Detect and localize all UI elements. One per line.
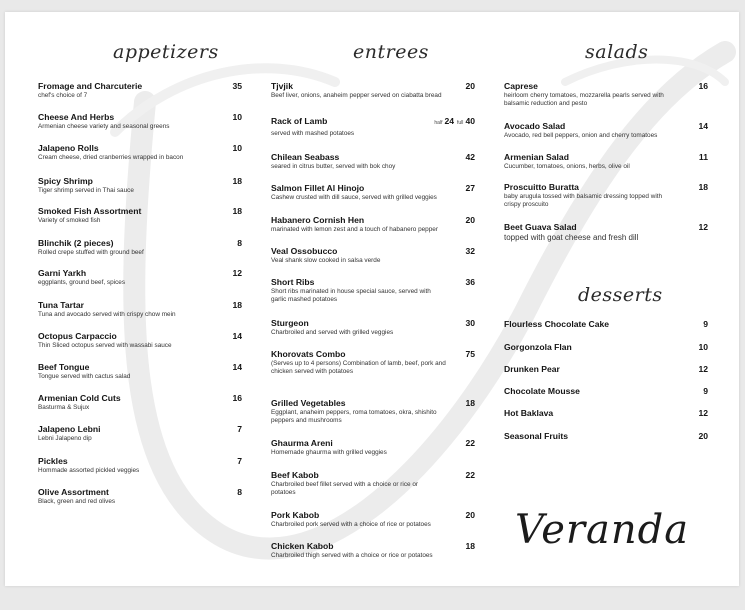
- item-price: 20: [698, 431, 708, 441]
- item-name: Garni Yarkh: [38, 268, 87, 278]
- dessert-item: [504, 342, 708, 352]
- item-desc: Cream cheese, dried cranberries wrapped in bacon: [38, 154, 184, 161]
- menu-item: [38, 176, 242, 195]
- item-price: 16: [698, 81, 708, 91]
- item-name: Ghaurma Areni: [271, 438, 333, 448]
- item-price: 8: [237, 238, 242, 248]
- menu-item: [38, 362, 242, 381]
- item-price: 22: [465, 470, 475, 480]
- item-name: Pickles: [38, 456, 68, 466]
- item-name: Veal Ossobucco: [271, 246, 338, 256]
- item-desc: (Serves up to 4 persons) Combination of lamb, beef, pork and chicken served with potatoes: [271, 360, 446, 375]
- item-desc: Lebni Jalapeno dip: [38, 435, 92, 442]
- menu-item: [271, 541, 475, 560]
- menu-item: [504, 152, 708, 171]
- menu-item: [271, 398, 475, 425]
- item-desc: Charbroiled thigh served with a choice or rice or potatoes: [271, 552, 433, 559]
- menu-item: [271, 81, 475, 100]
- item-price: 10: [232, 112, 242, 122]
- item-desc: Tuna and avocado served with crispy chow mein: [38, 311, 176, 318]
- dessert-item: [504, 431, 708, 441]
- item-desc: Veal shank slow cooked in salsa verde: [271, 257, 381, 264]
- item-price: 8: [237, 487, 242, 497]
- menu-item: [38, 238, 242, 257]
- dessert-item: [504, 408, 708, 418]
- item-desc: Short ribs marinated in house special sauce, served with garlic mashed potatoes: [271, 288, 431, 303]
- item-desc: Charbroiled pork served with a choice of rice or potatoes: [271, 521, 431, 528]
- item-name: Sturgeon: [271, 318, 309, 328]
- item-price: 12: [698, 408, 708, 418]
- heading-desserts: desserts: [578, 284, 663, 306]
- item-name: Chilean Seabass: [271, 152, 340, 162]
- item-desc: chef's choice of 7: [38, 92, 88, 99]
- item-name: Blinchik (2 pieces): [38, 238, 114, 248]
- item-price: 42: [465, 152, 475, 162]
- menu-item: [271, 277, 475, 304]
- half-price: 24: [444, 116, 455, 126]
- menu-item: [504, 121, 708, 140]
- item-name: Pork Kabob: [271, 510, 320, 520]
- item-name: Gorgonzola Flan: [504, 342, 572, 352]
- full-price: 40: [465, 116, 475, 126]
- item-price: 18: [698, 182, 708, 192]
- item-desc: Beef liver, onions, anaheim pepper served on ciabatta bread: [271, 92, 442, 99]
- item-name: Rack of Lamb: [271, 116, 328, 126]
- menu-item: [271, 349, 475, 376]
- item-desc: Charbroiled beef fillet served with a choice or rice or potatoes: [271, 481, 419, 496]
- item-name: Armenian Cold Cuts: [38, 393, 121, 403]
- item-name: Olive Assortment: [38, 487, 109, 497]
- item-name: Habanero Cornish Hen: [271, 215, 365, 225]
- menu-item: [271, 183, 475, 202]
- item-name: Armenian Salad: [504, 152, 569, 162]
- item-desc: baby arugula tossed with balsamic dressing topped with crispy proscuito: [504, 193, 663, 208]
- menu-item: [271, 111, 475, 138]
- menu-item: [504, 222, 708, 242]
- menu-item: [504, 182, 708, 209]
- dessert-item: [504, 319, 708, 329]
- item-desc: Hommade assorted pickled veggies: [38, 467, 140, 474]
- item-price: 18: [232, 176, 242, 186]
- item-desc: topped with goat cheese and fresh dill: [504, 233, 639, 242]
- item-name: Caprese: [504, 81, 538, 91]
- item-price: 12: [232, 268, 242, 278]
- item-price: 7: [237, 424, 242, 434]
- item-price: 14: [232, 362, 242, 372]
- item-name: Beef Tongue: [38, 362, 90, 372]
- item-price: 35: [232, 81, 242, 91]
- item-price: 30: [465, 318, 475, 328]
- item-desc: Rolled crepe stuffed with ground beef: [38, 249, 144, 256]
- dessert-item: [504, 386, 708, 396]
- menu-item: [271, 510, 475, 529]
- item-desc: Black, green and red olives: [38, 498, 116, 505]
- item-price: 9: [703, 386, 708, 396]
- item-price: 18: [465, 541, 475, 551]
- item-price: 75: [465, 349, 475, 359]
- item-price: 18: [232, 206, 242, 216]
- menu-item: [271, 470, 475, 497]
- menu-item: [271, 215, 475, 234]
- menu-item: [271, 318, 475, 337]
- item-price: 7: [237, 456, 242, 466]
- item-desc: Charbroiled and served with grilled veggies: [271, 329, 394, 336]
- item-name: Flourless Chocolate Cake: [504, 319, 610, 329]
- item-price: 32: [465, 246, 475, 256]
- item-name: Hot Baklava: [504, 408, 554, 418]
- item-desc: seared in citrus butter, served with bok choy: [271, 163, 396, 170]
- item-price: 36: [465, 277, 475, 287]
- item-price: 18: [465, 398, 475, 408]
- item-price: 20: [465, 81, 475, 91]
- menu-sheet: [5, 12, 739, 586]
- item-price: 11: [698, 152, 708, 162]
- item-name: Grilled Vegetables: [271, 398, 346, 408]
- item-desc: Eggplant, anaheim peppers, roma tomatoes, okra, shishito peppers and mushrooms: [271, 409, 437, 424]
- item-desc: Cashew crusted with dill sauce, served with grilled veggies: [271, 194, 437, 201]
- item-price: 9: [703, 319, 708, 329]
- menu-item: [271, 438, 475, 457]
- menu-item: [38, 81, 242, 100]
- item-desc: heirloom cherry tomatoes, mozzarella pearls served with balsamic reduction and pesto: [504, 92, 664, 107]
- item-name: Salmon Fillet Al Hinojo: [271, 183, 365, 193]
- menu-item: [38, 456, 242, 475]
- item-name: Fromage and Charcuterie: [38, 81, 143, 91]
- menu-item: [271, 246, 475, 265]
- menu-item: [38, 112, 242, 131]
- item-desc: Thin Sliced octopus served with wassabi sauce: [38, 342, 172, 349]
- item-desc: Basturma & Sujux: [38, 404, 90, 411]
- half-full-prices: [434, 111, 475, 129]
- menu-item: [271, 152, 475, 171]
- item-price: 16: [232, 393, 242, 403]
- item-name: Proscuitto Buratta: [504, 182, 579, 192]
- item-price: 14: [232, 331, 242, 341]
- menu-item: [504, 81, 708, 108]
- item-desc: Variety of smoked fish: [38, 217, 101, 224]
- item-desc: Tongue served with cactus salad: [38, 373, 131, 380]
- item-desc: Tiger shrimp served in Thai sauce: [38, 187, 134, 194]
- heading-entrees: entrees: [353, 41, 429, 63]
- full-label: full: [457, 120, 464, 126]
- item-name: Seasonal Fruits: [504, 431, 568, 441]
- item-price: 20: [465, 215, 475, 225]
- item-name: Cheese And Herbs: [38, 112, 115, 122]
- item-name: Short Ribs: [271, 277, 315, 287]
- heading-appetizers: appetizers: [113, 41, 219, 63]
- item-price: 10: [232, 143, 242, 153]
- item-name: Tjvjik: [271, 81, 293, 91]
- item-name: Smoked Fish Assortment: [38, 206, 142, 216]
- item-desc: marinated with lemon zest and a touch of habanero pepper: [271, 226, 438, 233]
- item-desc: Homemade ghaurma with grilled veggies: [271, 449, 387, 456]
- item-name: Jalapeno Rolls: [38, 143, 99, 153]
- item-price: 22: [465, 438, 475, 448]
- item-desc: Avocado, red bell peppers, onion and cherry tomatoes: [504, 132, 658, 139]
- menu-item: [38, 300, 242, 319]
- item-name: Beet Guava Salad: [504, 222, 577, 232]
- item-desc: served with mashed potatoes: [271, 130, 355, 137]
- item-price: 10: [698, 342, 708, 352]
- item-desc: Cucumber, tomatoes, onions, herbs, olive oil: [504, 163, 630, 170]
- item-name: Beef Kabob: [271, 470, 319, 480]
- menu-item: [38, 206, 242, 225]
- item-desc: eggplants, ground beef, spices: [38, 279, 126, 286]
- menu-item: [38, 393, 242, 412]
- dessert-item: [504, 364, 708, 374]
- item-price: 12: [698, 222, 708, 232]
- heading-salads: salads: [585, 41, 649, 63]
- half-label: half: [434, 120, 443, 126]
- menu-item: [38, 143, 242, 162]
- item-name: Chocolate Mousse: [504, 386, 580, 396]
- item-price: 20: [465, 510, 475, 520]
- item-name: Tuna Tartar: [38, 300, 84, 310]
- menu-item: [38, 268, 242, 287]
- item-name: Avocado Salad: [504, 121, 566, 131]
- item-name: Drunken Pear: [504, 364, 560, 374]
- menu-item: [38, 487, 242, 506]
- item-price: 27: [465, 183, 475, 193]
- item-name: Octopus Carpaccio: [38, 331, 117, 341]
- item-name: Khorovats Combo: [271, 349, 346, 359]
- item-name: Chicken Kabob: [271, 541, 334, 551]
- item-price: 14: [698, 121, 708, 131]
- item-desc: Armenian cheese variety and seasonal greens: [38, 123, 170, 130]
- menu-item: [38, 331, 242, 350]
- menu-item: [38, 424, 242, 443]
- item-price: 12: [698, 364, 708, 374]
- veranda-logo: Veranda: [515, 507, 690, 553]
- item-name: Spicy Shrimp: [38, 176, 93, 186]
- item-name: Jalapeno Lebni: [38, 424, 101, 434]
- item-price: 18: [232, 300, 242, 310]
